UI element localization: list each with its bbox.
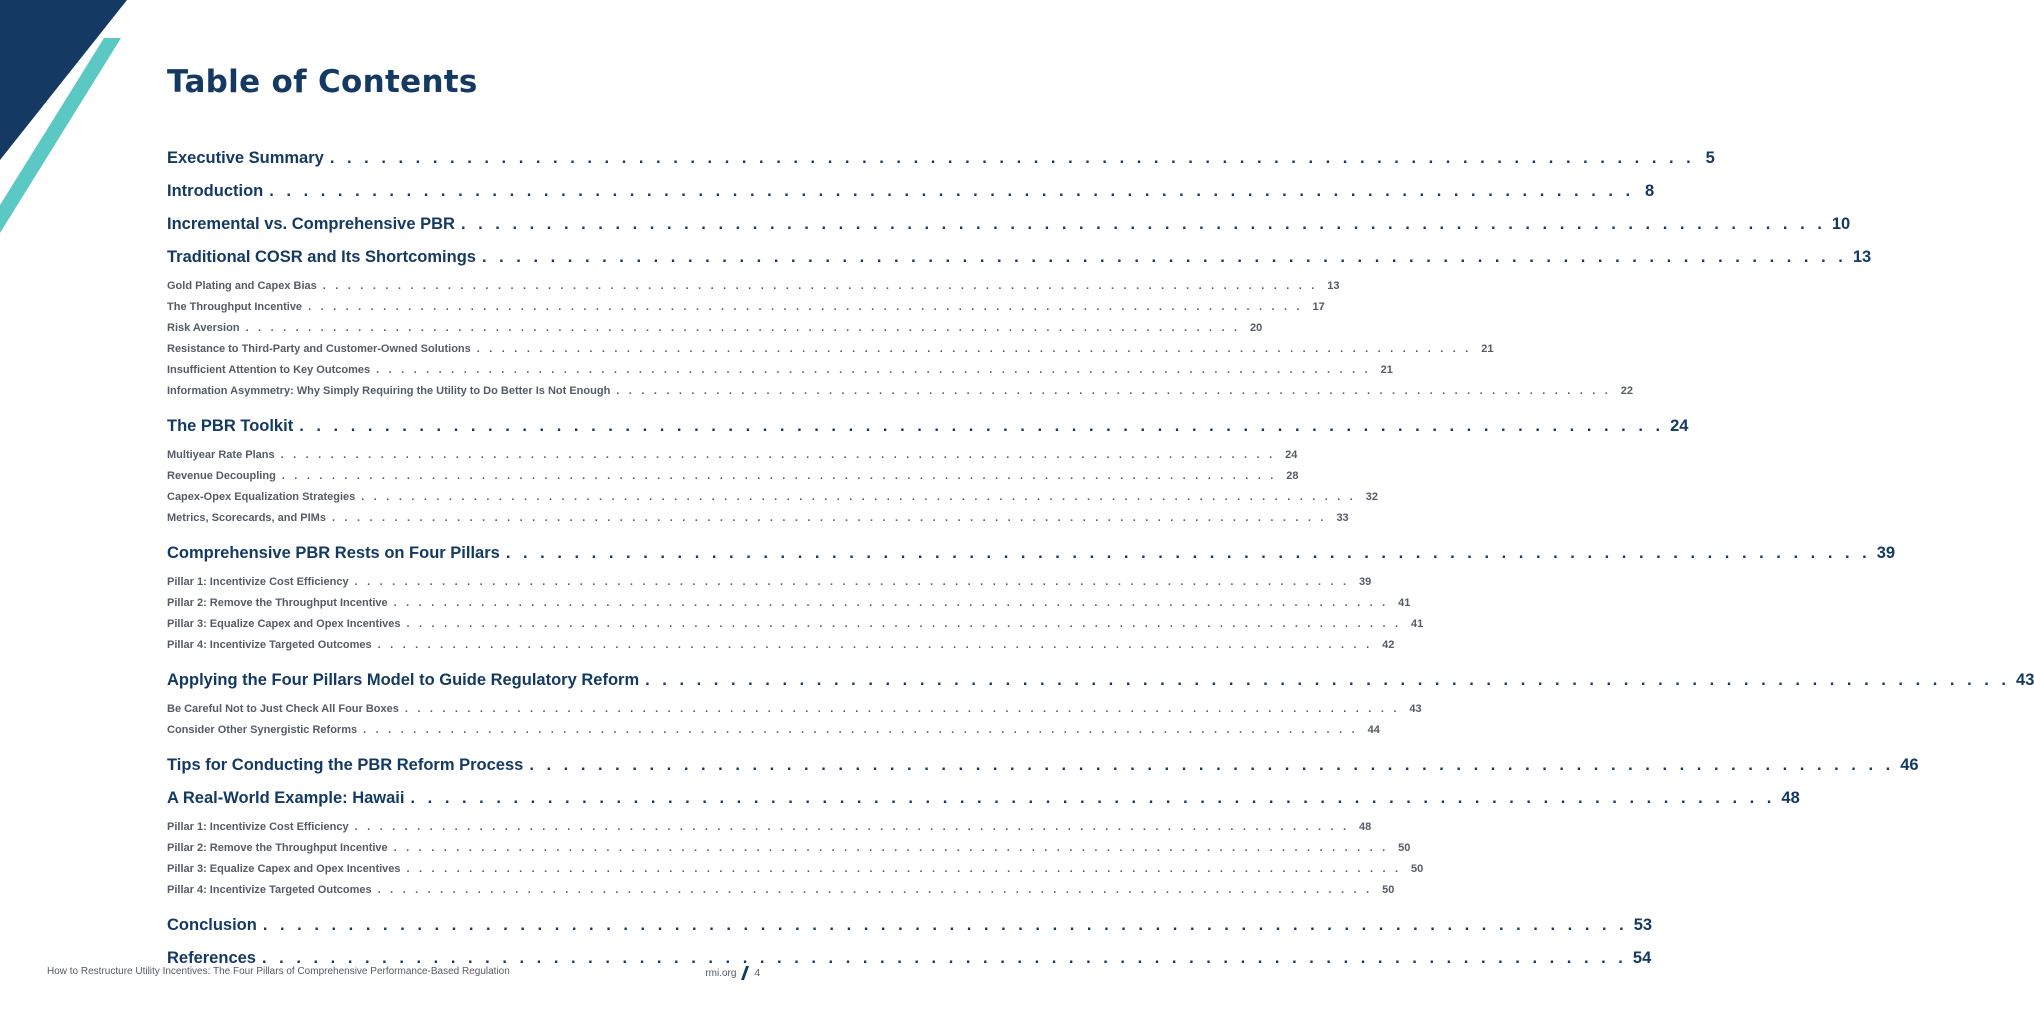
toc-subsection-entry-label: Revenue Decoupling [167, 470, 276, 482]
toc-section-entry-label: The PBR Toolkit [167, 417, 294, 435]
toc-subsection-entry-page-number: 48 [1359, 821, 1372, 833]
toc-subsection-entry-page-number: 21 [1481, 343, 1494, 355]
toc-subsection-entry[interactable] [167, 699, 1422, 720]
toc-subsection-entry-page-number: 50 [1382, 884, 1395, 896]
dot-leader: . . . . . . . . . . . . . . . . . . . . . . . . . . . . . . . . . . . . . . . . . . . . . . . . . . . . . . . . . . . . . . . . . . . . . . . . . . . . . . . . [460, 215, 1826, 233]
dot-leader: . . . . . . . . . . . . . . . . . . . . . . . . . . . . . . . . . . . . . . . . . . . . . . . . . . . . . . . . . . . . . . . . . . . . . . . . . . . . . . . . [410, 789, 1776, 807]
toc-subsection-entry-page-number: 22 [1620, 385, 1634, 397]
dot-leader: . . . . . . . . . . . . . . . . . . . . . . . . . . . . . . . . . . . . . . . . . . . . . . . . . . . . . . . . . . . . . . . . . . . . . . . . . . . . . . . . [481, 248, 1847, 266]
toc-section-entry[interactable] [167, 414, 1689, 447]
toc-subsection-entry-label: Gold Plating and Capex Bias [167, 280, 317, 292]
toc-section-entry-label: Comprehensive PBR Rests on Four Pillars [167, 544, 500, 562]
toc-subsection-entry-page-number: 44 [1367, 724, 1380, 736]
toc-subsection-entry-label: Risk Aversion [167, 322, 240, 334]
toc-subsection-entry[interactable] [167, 276, 1340, 297]
dot-leader: . . . . . . . . . . . . . . . . . . . . . . . . . . . . . . . . . . . . . . . . . . . . . . . . . . . . . . . . . . . . . . . . . . . . . . . . . . . . . . . . [476, 343, 1472, 355]
toc-subsection-entry[interactable] [167, 635, 1395, 656]
toc-section-entry-page-number: 24 [1670, 417, 1689, 435]
toc-subsection-entry[interactable] [167, 466, 1299, 487]
toc-section-entry[interactable] [167, 913, 1653, 946]
toc-subsection-entry[interactable] [167, 880, 1395, 901]
toc-subsection-entry-page-number: 33 [1336, 512, 1349, 524]
toc-section-entry[interactable] [167, 786, 1800, 819]
dot-leader: . . . . . . . . . . . . . . . . . . . . . . . . . . . . . . . . . . . . . . . . . . . . . . . . . . . . . . . . . . . . . . . . . . . . . . . . . . . . . . . . [354, 821, 1350, 833]
toc-subsection-entry[interactable] [167, 487, 1379, 508]
toc-section-entry[interactable] [167, 179, 1655, 212]
toc-subsection-entry-label: Metrics, Scorecards, and PIMs [167, 512, 326, 524]
dot-leader: . . . . . . . . . . . . . . . . . . . . . . . . . . . . . . . . . . . . . . . . . . . . . . . . . . . . . . . . . . . . . . . . . . . . . . . . . . . . . . . . [529, 756, 1895, 774]
dot-leader: . . . . . . . . . . . . . . . . . . . . . . . . . . . . . . . . . . . . . . . . . . . . . . . . . . . . . . . . . . . . . . . . . . . . . . . . . . . . . . . . [245, 322, 1241, 334]
page-footer [47, 966, 760, 982]
toc-subsection-entry-page-number: 20 [1250, 322, 1263, 334]
dot-leader: . . . . . . . . . . . . . . . . . . . . . . . . . . . . . . . . . . . . . . . . . . . . . . . . . . . . . . . . . . . . . . . . . . . . . . . . . . . . . . . . [354, 576, 1350, 588]
slash-icon [741, 966, 749, 980]
toc-subsection-entry[interactable] [167, 593, 1411, 614]
toc-subsection-entry[interactable] [167, 817, 1372, 838]
dot-leader: . . . . . . . . . . . . . . . . . . . . . . . . . . . . . . . . . . . . . . . . . . . . . . . . . . . . . . . . . . . . . . . . . . . . . . . . . . . . . . . . [299, 417, 1665, 435]
toc-section-entry-label: Applying the Four Pillars Model to Guide Regulatory Reform [167, 671, 640, 689]
dot-leader: . . . . . . . . . . . . . . . . . . . . . . . . . . . . . . . . . . . . . . . . . . . . . . . . . . . . . . . . . . . . . . . . . . . . . . . . . . . . . . . . [404, 703, 1400, 715]
toc-subsection-entry-label: Pillar 3: Equalize Capex and Opex Incentives [167, 618, 401, 630]
toc-subsection-entry-label: The Throughput Incentive [167, 301, 303, 313]
toc-subsection-entry-page-number: 43 [1409, 703, 1422, 715]
toc-subsection-list [167, 445, 1379, 529]
toc-section-entry[interactable] [167, 668, 2034, 701]
toc-section-entry-page-number: 48 [1781, 789, 1800, 807]
footer-right [705, 966, 760, 980]
toc-section-entry-label: Introduction [167, 182, 264, 200]
toc-subsection-entry-page-number: 21 [1380, 364, 1393, 376]
toc-section-entry[interactable] [167, 212, 1851, 245]
dot-leader: . . . . . . . . . . . . . . . . . . . . . . . . . . . . . . . . . . . . . . . . . . . . . . . . . . . . . . . . . . . . . . . . . . . . . . . . . . . . . . . . [261, 949, 1627, 967]
toc-subsection-entry[interactable] [167, 445, 1298, 466]
toc-subsection-entry-label: Insufficient Attention to Key Outcomes [167, 364, 371, 376]
toc-section-entry-page-number: 10 [1831, 215, 1851, 233]
toc-subsection-entry-label: Resistance to Third-Party and Customer-Owned Solutions [167, 343, 471, 355]
corner-decoration [0, 0, 130, 240]
footer-site-link[interactable]: rmi.org [705, 967, 737, 979]
toc-section-entry-page-number: 54 [1632, 949, 1652, 967]
toc-subsection-entry-label: Pillar 1: Incentivize Cost Efficiency [167, 821, 349, 833]
toc-subsection-entry-label: Pillar 3: Equalize Capex and Opex Incentives [167, 863, 401, 875]
dot-leader: . . . . . . . . . . . . . . . . . . . . . . . . . . . . . . . . . . . . . . . . . . . . . . . . . . . . . . . . . . . . . . . . . . . . . . . . . . . . . . . . [363, 724, 1358, 736]
toc-section-entry[interactable] [167, 753, 1919, 786]
dot-leader: . . . . . . . . . . . . . . . . . . . . . . . . . . . . . . . . . . . . . . . . . . . . . . . . . . . . . . . . . . . . . . . . . . . . . . . . . . . . . . . . [269, 182, 1635, 200]
toc-section-entry-label: Tips for Conducting the PBR Reform Process [167, 756, 524, 774]
dot-leader: . . . . . . . . . . . . . . . . . . . . . . . . . . . . . . . . . . . . . . . . . . . . . . . . . . . . . . . . . . . . . . . . . . . . . . . . . . . . . . . . [393, 842, 1389, 854]
toc-subsection-entry-page-number: 32 [1365, 491, 1379, 503]
toc-section-entry-label: Traditional COSR and Its Shortcomings [167, 248, 476, 266]
toc-section-entry-label: Executive Summary [167, 149, 324, 167]
dot-leader: . . . . . . . . . . . . . . . . . . . . . . . . . . . . . . . . . . . . . . . . . . . . . . . . . . . . . . . . . . . . . . . . . . . . . . . . . . . . . . . . [393, 597, 1389, 609]
dot-leader: . . . . . . . . . . . . . . . . . . . . . . . . . . . . . . . . . . . . . . . . . . . . . . . . . . . . . . . . . . . . . . . . . . . . . . . . . . . . . . . . [406, 618, 1402, 630]
toc-section-entry-label: Incremental vs. Comprehensive PBR [167, 215, 455, 233]
toc-subsection-entry-label: Pillar 4: Incentivize Targeted Outcomes [167, 884, 372, 896]
dot-leader: . . . . . . . . . . . . . . . . . . . . . . . . . . . . . . . . . . . . . . . . . . . . . . . . . . . . . . . . . . . . . . . . . . . . . . . . . . . . . . . . [280, 449, 1276, 461]
toc-subsection-entry[interactable] [167, 838, 1411, 859]
dot-leader: . . . . . . . . . . . . . . . . . . . . . . . . . . . . . . . . . . . . . . . . . . . . . . . . . . . . . . . . . . . . . . . . . . . . . . . . . . . . . . . . [505, 544, 1871, 562]
dot-leader: . . . . . . . . . . . . . . . . . . . . . . . . . . . . . . . . . . . . . . . . . . . . . . . . . . . . . . . . . . . . . . . . . . . . . . . . . . . . . . . . [645, 671, 2011, 689]
dot-leader: . . . . . . . . . . . . . . . . . . . . . . . . . . . . . . . . . . . . . . . . . . . . . . . . . . . . . . . . . . . . . . . . . . . . . . . . . . . . . . . . [262, 916, 1628, 934]
toc-subsection-entry[interactable] [167, 297, 1325, 318]
toc-section-entry-page-number: 8 [1644, 182, 1655, 200]
toc-subsection-entry-page-number: 41 [1411, 618, 1424, 630]
toc-section-entry[interactable] [167, 541, 1896, 574]
toc-section-entry-page-number: 43 [2016, 671, 2034, 689]
toc-subsection-entry-page-number: 24 [1285, 449, 1298, 461]
toc-subsection-entry[interactable] [167, 381, 1634, 402]
toc-section-entry-page-number: 46 [1900, 756, 1919, 774]
footer-page-number: 4 [754, 967, 760, 979]
toc-section-entry-page-number: 5 [1705, 149, 1715, 167]
toc-subsection-entry-label: Be Careful Not to Just Check All Four Boxes [167, 703, 399, 715]
toc-subsection-entry-label: Capex-Opex Equalization Strategies [167, 491, 356, 503]
toc-subsection-list [167, 572, 1424, 656]
dot-leader: . . . . . . . . . . . . . . . . . . . . . . . . . . . . . . . . . . . . . . . . . . . . . . . . . . . . . . . . . . . . . . . . . . . . . . . . . . . . . . . . [361, 491, 1357, 503]
page-title: Table of Contents [167, 64, 478, 100]
toc-subsection-entry-page-number: 39 [1359, 576, 1372, 588]
toc-subsection-entry[interactable] [167, 508, 1349, 529]
toc-subsection-entry-label: Pillar 2: Remove the Throughput Incentive [167, 597, 388, 609]
toc-section-entry-page-number: 39 [1876, 544, 1896, 562]
toc-subsection-entry-page-number: 42 [1382, 639, 1395, 651]
dot-leader: . . . . . . . . . . . . . . . . . . . . . . . . . . . . . . . . . . . . . . . . . . . . . . . . . . . . . . . . . . . . . . . . . . . . . . . . . . . . . . . . [406, 863, 1402, 875]
toc-subsection-list [167, 699, 1422, 741]
toc-subsection-entry-page-number: 41 [1398, 597, 1411, 609]
dot-leader: . . . . . . . . . . . . . . . . . . . . . . . . . . . . . . . . . . . . . . . . . . . . . . . . . . . . . . . . . . . . . . . . . . . . . . . . . . . . . . . . [281, 470, 1277, 482]
toc-subsection-entry[interactable] [167, 614, 1424, 635]
toc-subsection-entry[interactable] [167, 318, 1263, 339]
toc-section-entry[interactable] [167, 245, 1872, 278]
dot-leader: . . . . . . . . . . . . . . . . . . . . . . . . . . . . . . . . . . . . . . . . . . . . . . . . . . . . . . . . . . . . . . . . . . . . . . . . . . . . . . . . [376, 364, 1371, 376]
toc-section-entry-label: Conclusion [167, 916, 257, 934]
dot-leader: . . . . . . . . . . . . . . . . . . . . . . . . . . . . . . . . . . . . . . . . . . . . . . . . . . . . . . . . . . . . . . . . . . . . . . . . . . . . . . . . [377, 639, 1373, 651]
dot-leader: . . . . . . . . . . . . . . . . . . . . . . . . . . . . . . . . . . . . . . . . . . . . . . . . . . . . . . . . . . . . . . . . . . . . . . . . . . . . . . . . [329, 149, 1695, 167]
dot-leader: . . . . . . . . . . . . . . . . . . . . . . . . . . . . . . . . . . . . . . . . . . . . . . . . . . . . . . . . . . . . . . . . . . . . . . . . . . . . . . . . [308, 301, 1303, 313]
toc-subsection-entry-page-number: 28 [1286, 470, 1299, 482]
toc-subsection-entry[interactable] [167, 859, 1424, 880]
toc-subsection-list [167, 817, 1424, 901]
dot-leader: . . . . . . . . . . . . . . . . . . . . . . . . . . . . . . . . . . . . . . . . . . . . . . . . . . . . . . . . . . . . . . . . . . . . . . . . . . . . . . . . [616, 385, 1612, 397]
toc-section-entry[interactable] [167, 146, 1715, 179]
dot-leader: . . . . . . . . . . . . . . . . . . . . . . . . . . . . . . . . . . . . . . . . . . . . . . . . . . . . . . . . . . . . . . . . . . . . . . . . . . . . . . . . [331, 512, 1327, 524]
toc-subsection-entry[interactable] [167, 572, 1372, 593]
toc-subsection-entry-label: Pillar 4: Incentivize Targeted Outcomes [167, 639, 372, 651]
toc-section-entry-page-number: 13 [1852, 248, 1872, 266]
dot-leader: . . . . . . . . . . . . . . . . . . . . . . . . . . . . . . . . . . . . . . . . . . . . . . . . . . . . . . . . . . . . . . . . . . . . . . . . . . . . . . . . [322, 280, 1318, 292]
toc-subsection-entry[interactable] [167, 360, 1393, 381]
toc-subsection-entry-label: Consider Other Synergistic Reforms [167, 724, 358, 736]
toc-subsection-entry[interactable] [167, 720, 1380, 741]
toc-section-entry-page-number: 53 [1633, 916, 1653, 934]
toc-subsection-entry-page-number: 50 [1411, 863, 1424, 875]
toc-subsection-entry-page-number: 13 [1327, 280, 1340, 292]
toc-subsection-entry-page-number: 17 [1312, 301, 1325, 313]
toc-subsection-entry[interactable] [167, 339, 1494, 360]
toc-section-entry-label: References [167, 949, 256, 967]
toc-subsection-list [167, 276, 1634, 402]
toc-section-entry-label: A Real-World Example: Hawaii [167, 789, 405, 807]
toc-subsection-entry-label: Information Asymmetry: Why Simply Requiring the Utility to Do Better Is Not Enough [167, 385, 611, 397]
footer-document-title: How to Restructure Utility Incentives: The Four Pillars of Comprehensive Performance-Based Regulation [47, 966, 510, 977]
toc-subsection-entry-label: Multiyear Rate Plans [167, 449, 275, 461]
dot-leader: . . . . . . . . . . . . . . . . . . . . . . . . . . . . . . . . . . . . . . . . . . . . . . . . . . . . . . . . . . . . . . . . . . . . . . . . . . . . . . . . [377, 884, 1373, 896]
table-of-contents [167, 146, 2034, 979]
toc-subsection-entry-page-number: 50 [1398, 842, 1411, 854]
toc-subsection-entry-label: Pillar 1: Incentivize Cost Efficiency [167, 576, 349, 588]
toc-subsection-entry-label: Pillar 2: Remove the Throughput Incentive [167, 842, 388, 854]
